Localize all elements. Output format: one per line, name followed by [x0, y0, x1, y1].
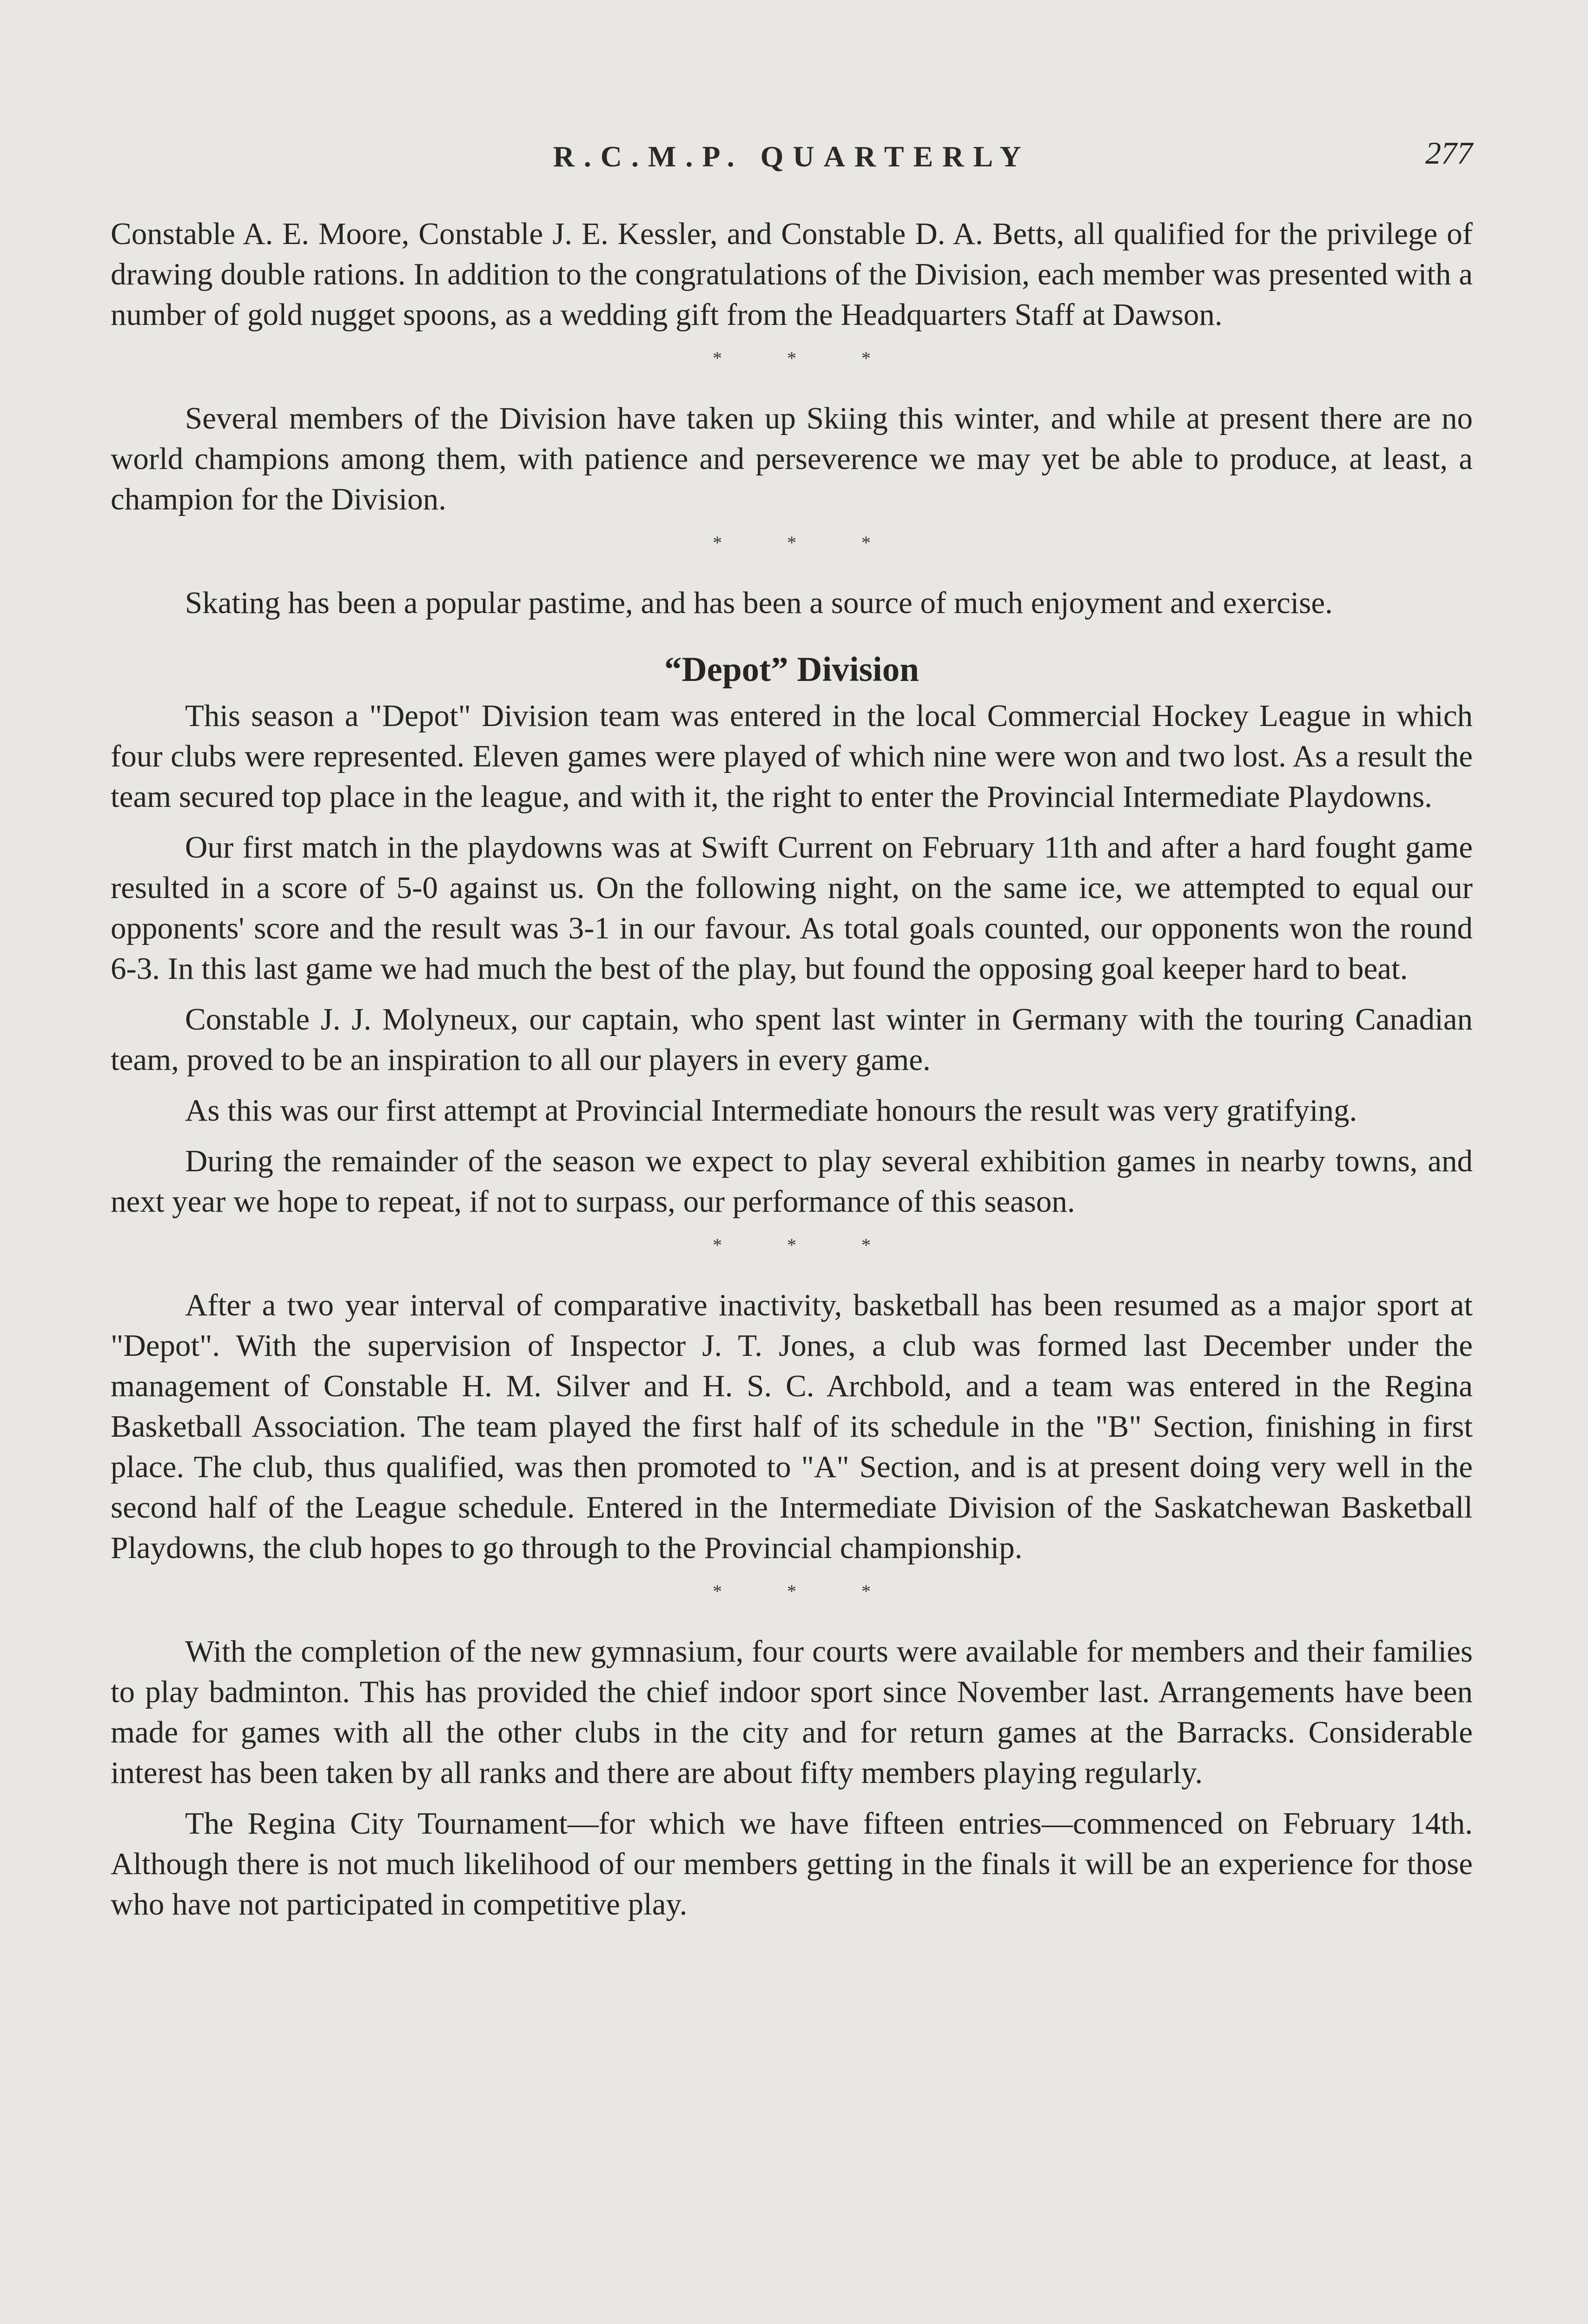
- section-separator: [111, 1578, 1473, 1605]
- asterisk: *: [787, 348, 796, 369]
- asterisk: *: [713, 1235, 722, 1255]
- section-separator: [111, 529, 1473, 557]
- asterisk: *: [713, 348, 722, 369]
- journal-page: [111, 121, 1473, 1925]
- section-separator: [111, 1231, 1473, 1259]
- page-number: 277: [1425, 135, 1473, 171]
- asterisk: *: [861, 348, 871, 369]
- article-body: [111, 214, 1473, 1925]
- asterisk: *: [861, 532, 871, 553]
- asterisk: *: [787, 1235, 796, 1255]
- paragraph: This season a "Depot" Division team was entered in the local Commercial Hockey League in which four clubs were represented. Eleven games were played of which nine were won and two lost. As a result the team secured top place in the league, and with it, the right to enter the Provincial Intermediate Playdowns.: [111, 699, 1473, 814]
- asterisk: *: [713, 532, 722, 553]
- paragraph: With the completion of the new gymnasium, four courts were available for members and their families to play badminton. This has provided the chief indoor sport since November last. Arrangements have been made for games with all the other clubs in the city and for return games at the Barracks. Considerable interest has been taken by all ranks and there are about fifty members playing regularly.: [111, 1634, 1473, 1790]
- paragraph: Skating has been a popular pastime, and has been a source of much enjoyment and exercise.: [185, 586, 1333, 620]
- paragraph: During the remainder of the season we expect to play several exhibition games in nearby towns, and next year we hope to repeat, if not to surpass, our performance of this season.: [111, 1144, 1473, 1219]
- asterisk: *: [861, 1235, 871, 1255]
- paragraph: As this was our first attempt at Provincial Intermediate honours the result was very gratifying.: [185, 1093, 1357, 1128]
- paragraph: After a two year interval of comparative inactivity, basketball has been resumed as a major sport at "Depot". With the supervision of Inspector J. T. Jones, a club was formed last December under the management of Constable H. M. Silver and H. S. C. Archbold, and a team was entered in the Regina Basketball Association. The team played the first half of its schedule in the "B" Section, finishing in first place. The club, thus qualified, was then promoted to "A" Section, and is at present doing very well in the second half of the League schedule. Entered in the Intermediate Division of the Saskatchewan Basketball Playdowns, the club hopes to go through to the Provincial championship.: [111, 1288, 1473, 1565]
- paragraph: The Regina City Tournament—for which we have fifteen entries—commenced on February 14th. Although there is not much likelihood of our members getting in the finals it will be an experience for those who have not participated in competitive play.: [111, 1806, 1473, 1921]
- running-head: [111, 121, 1473, 172]
- asterisk: *: [713, 1581, 722, 1602]
- paragraph: Our first match in the playdowns was at Swift Current on February 11th and after a hard fought game resulted in a score of 5-0 against us. On the following night, on the same ice, we attempted to equal our opponents' score and the result was 3-1 in our favour. As total goals counted, our opponents won the round 6-3. In this last game we had much the best of the play, but found the opposing goal keeper hard to beat.: [111, 830, 1473, 986]
- journal-title: R.C.M.P. QUARTERLY: [553, 140, 1031, 173]
- section-separator: [111, 344, 1473, 372]
- section-heading: “Depot” Division: [664, 650, 919, 689]
- asterisk: *: [787, 532, 796, 553]
- asterisk: *: [861, 1581, 871, 1602]
- asterisk: *: [787, 1581, 796, 1602]
- paragraph: Constable J. J. Molyneux, our captain, who spent last winter in Germany with the touring Canadian team, proved to be an inspiration to all our players in every game.: [111, 1002, 1473, 1077]
- paragraph: Constable A. E. Moore, Constable J. E. Kessler, and Constable D. A. Betts, all qualified for the privilege of drawing double rations. In addition to the congratulations of the Division, each member was presented with a number of gold nugget spoons, as a wedding gift from the Headquarters Staff at Dawson.: [111, 217, 1473, 332]
- paragraph: Several members of the Division have taken up Skiing this winter, and while at present there are no world champions among them, with patience and perseverence we may yet be able to produce, at least, a champion for the Division.: [111, 401, 1473, 516]
